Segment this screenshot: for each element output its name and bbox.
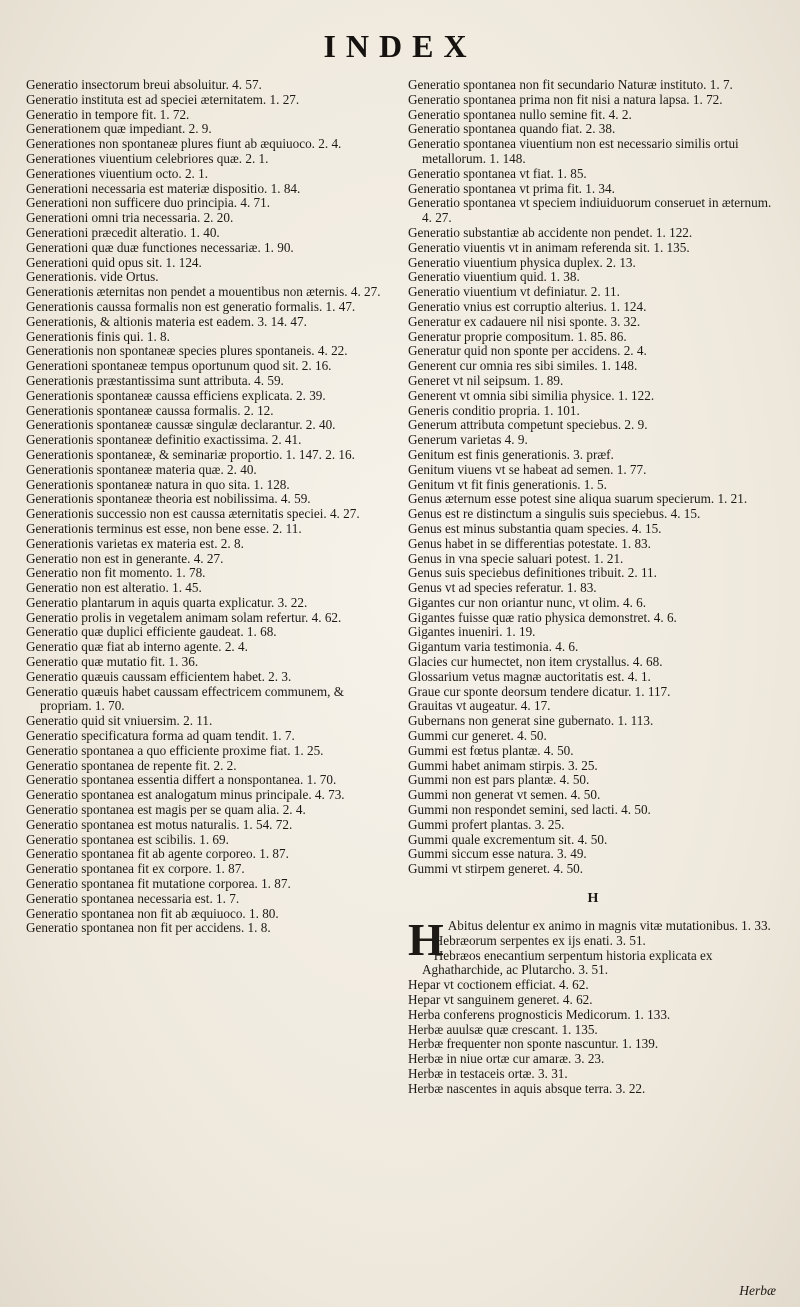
index-entry: Generatio spontanea non fit per accidens. 1. 8. (26, 920, 271, 936)
index-entry: Generatio quid sit vniuersim. 2. 11. (26, 713, 213, 729)
index-entry: Generatio substantiæ ab accidente non pendet. 1. 122. (408, 224, 693, 240)
index-entry: Generatio viuentis vt in animam referenda sit. 1. 135. (408, 239, 690, 255)
index-entry: Generationis successio non est caussa æternitatis speciei. 4. 27. (26, 506, 360, 522)
index-entry: Generatio specificatura forma ad quam tendit. 1. 7. (26, 728, 295, 744)
index-entry: Generationis terminus est esse, non bene esse. 2. 11. (26, 520, 302, 536)
index-entry: Generationi quid opus sit. 1. 124. (26, 254, 202, 270)
section-h-entries (408, 934, 780, 1097)
section-letter-h: H (587, 891, 601, 907)
index-entry: Generatio plantarum in aquis quarta explicatur. 3. 22. (26, 594, 308, 610)
index-entry: Generatio instituta est ad speciei æternitatem. 1. 27. (26, 91, 300, 107)
index-entry: Generatio spontanea est magis per se quam alia. 2. 4. (26, 802, 306, 818)
index-entry: Generatio in tempore fit. 1. 72. (26, 106, 190, 122)
index-entry: Hepar vt sanguinem generet. 4. 62. (408, 992, 593, 1008)
index-entry: Generum varietas 4. 9. (408, 432, 528, 448)
index-entry: Generatio spontanea viuentium non est necessario similis ortui metallorum. 1. 148. (408, 136, 739, 166)
index-entry: Generationis spontaneæ caussa efficiens explicata. 2. 39. (26, 387, 326, 403)
index-entry: Generatio non est alteratio. 1. 45. (26, 580, 202, 596)
index-entry: Gummi est fœtus plantæ. 4. 50. (408, 742, 574, 758)
index-entry: Herba conferens prognosticis Medicorum. 1. 133. (408, 1006, 671, 1022)
index-entry: Generatio quæ mutatio fit. 1. 36. (26, 654, 199, 670)
index-entry: Generationis spontaneæ natura in quo sita. 1. 128. (26, 476, 290, 492)
index-entry: Generationis spontaneæ caussa formalis. 2. 12. (26, 402, 274, 418)
index-entry: Generatio vnius est corruptio alterius. 1. 124. (408, 298, 647, 314)
index-entry: Genus est minus substantia quam species. 4. 15. (408, 520, 662, 536)
index-entry: Gummi non generat vt semen. 4. 50. (408, 787, 601, 803)
index-entry: Generatio viuentium physica duplex. 2. 13. (408, 254, 636, 270)
index-entry: Generatio spontanea de repente fit. 2. 2. (26, 757, 237, 773)
index-entry: Generationi non sufficere duo principia. 4. 71. (26, 195, 271, 211)
index-entry: Generent vt omnia sibi similia physice. 1. 122. (408, 387, 655, 403)
index-entry: Genus æternum esse potest sine aliqua suarum specierum. 1. 21. (408, 491, 748, 507)
index-entry: Hebræos enecantium serpentum historia explicata ex Aghatharchide, ac Plutarcho. 3. 51. (422, 947, 713, 978)
index-entry: Generatio spontanea fit ab agente corporeo. 1. 87. (26, 846, 289, 862)
index-entry: Gigantes inueniri. 1. 19. (408, 624, 536, 640)
index-entry: Generatio spontanea est motus naturalis. 1. 54. 72. (26, 816, 293, 832)
right-column (408, 78, 780, 1097)
index-entry: Hebræorum serpentes ex ijs enati. 3. 51. (433, 932, 646, 948)
index-entry: Hepar vt coctionem efficiat. 4. 62. (408, 977, 589, 993)
index-entry: Gummi quale excrementum sit. 4. 50. (408, 831, 608, 847)
index-entry: Generationi omni tria necessaria. 2. 20. (26, 210, 234, 226)
index-entry: Generatur ex cadauere nil nisi sponte. 3. 32. (408, 313, 641, 329)
index-entry: Gubernans non generat sine gubernato. 1. 113. (408, 713, 654, 729)
index-entry: Generent cur omnia res sibi similes. 1. 148. (408, 358, 638, 374)
index-entry: Gummi habet animam stirpis. 3. 25. (408, 757, 598, 773)
index-entry: Generis conditio propria. 1. 101. (408, 402, 580, 418)
index-entry: Generationes non spontaneæ plures fiunt ab æquiuoco. 2. 4. (26, 136, 342, 152)
index-entry: Herbæ in testaceis ortæ. 3. 31. (408, 1066, 568, 1081)
catchword: Herbæ (739, 1283, 776, 1298)
index-entry: Gummi siccum esse natura. 3. 49. (408, 846, 587, 862)
index-entry: Generatio spontanea vt fiat. 1. 85. (408, 165, 587, 181)
index-entry: Generatio insectorum breui absoluitur. 4. 57. (26, 77, 262, 92)
index-entry: Generationis. vide Ortus. (26, 269, 159, 285)
index-entry: Generatio spontanea a quo efficiente proxime fiat. 1. 25. (26, 742, 324, 758)
index-entry: Grauitas vt augeatur. 4. 17. (408, 698, 551, 714)
index-entry: Gigantum varia testimonia. 4. 6. (408, 639, 579, 655)
index-entry: Generatio spontanea nullo semine fit. 4. 2. (408, 106, 632, 122)
index-entry: Generationis, & altionis materia est eadem. 3. 14. 47. (26, 313, 307, 329)
index-entry: Generatio quæ duplici efficiente gaudeat. 1. 68. (26, 624, 277, 640)
index-entry: Generatio spontanea fit mutatione corporea. 1. 87. (26, 876, 291, 892)
index-entry: Gummi vt stirpem generet. 4. 50. (408, 861, 584, 877)
index-entry: Generum attributa competunt speciebus. 2. 9. (408, 417, 648, 433)
dropcap-letter: H (408, 914, 444, 966)
index-entry: Generationi quæ duæ functiones necessariæ. 1. 90. (26, 239, 294, 255)
index-entry: Generatio viuentium vt definiatur. 2. 11. (408, 284, 620, 300)
dropcap-entry-text: Abitus delentur ex animo in magnis vitæ mutationibus. 1. 33. (447, 918, 771, 934)
index-entry: Generationes viuentium octo. 2. 1. (26, 165, 209, 181)
index-entry: Generatio spontanea fit ex corpore. 1. 87. (26, 861, 245, 877)
index-entry: Generet vt nil seipsum. 1. 89. (408, 372, 564, 388)
index-entry: Genus est re distinctum a singulis suis speciebus. 4. 15. (408, 506, 701, 522)
index-entry: Generatio spontanea est scibilis. 1. 69. (26, 831, 229, 847)
index-entry: Generationis spontaneæ caussæ singulæ declarantur. 2. 40. (26, 417, 336, 433)
index-entry: Gigantes cur non oriantur nunc, vt olim. 4. 6. (408, 594, 647, 610)
index-entry: Herbæ nascentes in aquis absque terra. 3. 22. (408, 1080, 646, 1096)
index-entry: Generationi præcedit alteratio. 1. 40. (26, 224, 220, 240)
index-entry: Generatio spontanea vt speciem indiuiduorum conseruet in æternum. 4. 27. (408, 195, 772, 226)
index-entry: Graue cur sponte deorsum tendere dicatur. 1. 117. (408, 683, 671, 699)
index-entry: Glacies cur humectet, non item crystallus. 4. 68. (408, 654, 663, 670)
index-entry: Gummi profert plantas. 3. 25. (408, 816, 565, 832)
index-entry: Generatio spontanea non fit secundario Naturæ instituto. 1. 7. (408, 77, 733, 92)
index-entry: Genus habet in se differentias potestate. 1. 83. (408, 535, 651, 551)
index-entry: Glossarium vetus magnæ auctoritatis est. 4. 1. (408, 668, 651, 684)
index-entry: Generatio quæuis caussam efficientem habet. 2. 3. (26, 668, 292, 684)
index-entry: Generatio spontanea vt prima fit. 1. 34. (408, 180, 615, 196)
index-entry: Herbæ auulsæ quæ crescant. 1. 135. (408, 1021, 598, 1037)
index-entry: Herbæ frequenter non sponte nascuntur. 1. 139. (408, 1036, 659, 1052)
index-entry: Genus in vna specie saluari potest. 1. 21. (408, 550, 624, 566)
index-entry: Gummi cur generet. 4. 50. (408, 728, 547, 744)
index-entry: Herbæ in niue ortæ cur amaræ. 3. 23. (408, 1051, 605, 1067)
index-entry: Generatio quæ fiat ab interno agente. 2. 4. (26, 639, 248, 655)
index-entry: Generatio spontanea essentia differt a nonspontanea. 1. 70. (26, 772, 337, 788)
index-entry: Genitum vt fit finis generationis. 1. 5. (408, 476, 607, 492)
index-entry: Generatio quæuis habet caussam effectricem communem, & propriam. 1. 70. (26, 683, 344, 714)
index-entry: Generatur quid non sponte per accidens. 2. 4. (408, 343, 647, 359)
index-entry: Generationis finis qui. 1. 8. (26, 328, 170, 344)
index-entry: Generationis præstantissima sunt attributa. 4. 59. (26, 372, 284, 388)
index-entry: Genus suis speciebus definitiones tribuit. 2. 11. (408, 565, 657, 581)
index-entry: Generationi necessaria est materiæ dispositio. 1. 84. (26, 180, 301, 196)
index-entry: Generatio spontanea quando fiat. 2. 38. (408, 121, 616, 137)
index-entry: Generationis spontaneæ materia quæ. 2. 40. (26, 461, 257, 477)
index-entry: Gummi non est pars plantæ. 4. 50. (408, 772, 590, 788)
index-entry: Gummi non respondet semini, sed lacti. 4. 50. (408, 802, 651, 818)
index-entry: Genitum est finis generationis. 3. præf. (408, 446, 614, 462)
index-entry: Genus vt ad species referatur. 1. 83. (408, 580, 597, 596)
index-entry: Genitum viuens vt se habeat ad semen. 1. 77. (408, 461, 647, 477)
index-entry: Generatio non fit momento. 1. 78. (26, 565, 206, 581)
index-entry: Generatio non est in generante. 4. 27. (26, 550, 224, 566)
index-entry: Generationis spontaneæ, & seminariæ proportio. 1. 147. 2. 16. (26, 446, 355, 462)
right-entries (408, 78, 780, 877)
page-header: INDEX (323, 28, 477, 64)
index-entry: Generationi spontaneæ tempus oportunum quod sit. 2. 16. (26, 358, 332, 374)
index-entry: Generatio spontanea non fit ab æquiuoco. 1. 80. (26, 905, 279, 921)
index-entry: Generationis varietas ex materia est. 2. 8. (26, 535, 244, 551)
index-entry: Gigantes fuisse quæ ratio physica demonstret. 4. 6. (408, 609, 677, 625)
left-column (26, 78, 398, 936)
index-entry: Generationis spontaneæ theoria est nobilissima. 4. 59. (26, 491, 311, 507)
index-entry: Generationis caussa formalis non est generatio formalis. 1. 47. (26, 298, 356, 314)
index-entry: Generatio spontanea est analogatum minus principale. 4. 73. (26, 787, 345, 803)
index-entry: Generatur proprie compositum. 1. 85. 86. (408, 328, 627, 344)
index-entry: Generationem quæ impediant. 2. 9. (26, 121, 212, 137)
index-entry: Generatio viuentium quid. 1. 38. (408, 269, 580, 285)
index-entry: Generatio prolis in vegetalem animam solam refertur. 4. 62. (26, 609, 342, 625)
index-entry: Generationis æternitas non pendet a mouentibus non æternis. 4. 27. (26, 284, 381, 300)
index-entry: Generatio spontanea necessaria est. 1. 7. (26, 890, 240, 906)
index-entry: Generationes viuentium celebriores quæ. 2. 1. (26, 150, 269, 166)
index-entry: Generationis non spontaneæ species plures spontaneis. 4. 22. (26, 343, 348, 359)
index-entry: Generationis spontaneæ definitio exactissima. 2. 41. (26, 432, 302, 448)
index-entry: Generatio spontanea prima non fit nisi a natura lapsa. 1. 72. (408, 91, 723, 107)
